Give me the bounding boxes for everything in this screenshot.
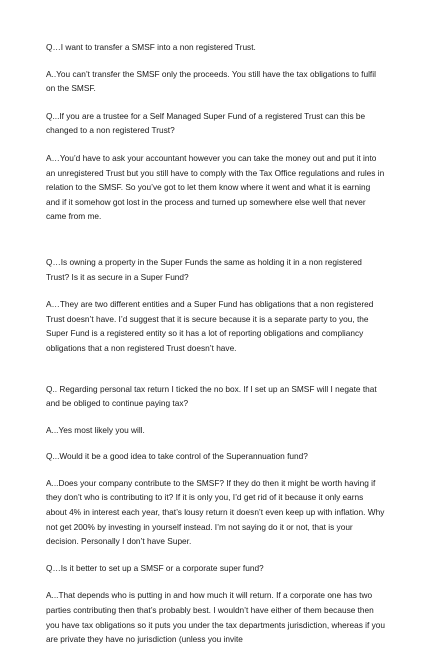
answer-property-security: A…They are two different entities and a Super Fund has obligations that a non registered Trust doesn’t have. I’d suggest that it is secure because it is a separate party to you, the Super Fund is a registered entity so it has a lot of reporting obligations and compliancy obligations that a non registered Trust doesn’t have. (46, 299, 374, 353)
answer-personal-tax: A...Yes most likely you will. (46, 424, 145, 435)
question-take-control: Q...Would it be a good idea to take control of the Superannuation fund? (46, 451, 308, 462)
answer-transfer-smsf: A..You can’t transfer the SMSF only the proceeds. You still have the tax obligations to fulfil on the SMSF. (46, 68, 376, 94)
question-trustee-change: Q...If you are a trustee for a Self Managed Super Fund of a registered Trust can this be changed to a non registered Trust? (46, 110, 366, 136)
document-page (46, 40, 386, 647)
answer-trustee-change: A…You’d have to ask your accountant however you can take the money out and put it into an unregistered Trust but you still have to comply with the Tax Office regulations and rules in relation to the SMSF. So you’ve got to let them know where it went and what it is earning and if it somehow got lost in the process and turned up somewhere else well that never came from me. (46, 152, 385, 222)
question-transfer-smsf: Q…I want to transfer a SMSF into a non registered Trust. (46, 42, 256, 52)
question-smsf-vs-corporate: Q…Is it better to set up a SMSF or a corporate super fund? (46, 562, 264, 573)
question-property-security: Q…Is owning a property in the Super Funds the same as holding it in a non registered Trust? Is it as secure in a Super Fund? (46, 256, 362, 282)
answer-smsf-vs-corporate: A...That depends who is putting in and how much it will return. If a corporate one has two parties contributing then that’s probably best. I wouldn’t have either of them because then you have tax obligations so it puts you under the tax departments jurisdiction, whereas if you are private they have no jurisdiction (unless you invite (46, 590, 385, 645)
question-personal-tax: Q.. Regarding personal tax return I ticked the no box. If I set up an SMSF will I negate that and be obliged to continue paying tax? (46, 383, 377, 409)
answer-take-control: A...Does your company contribute to the SMSF? If they do then it might be worth having if they don’t who is contributing to it? If it is only you, I’d get rid of it because it only earns about 4% in interest each year, that’s lousy return it doesn’t even keep up with inflation. Why not get 200% by investing in yourself instead. I’m not saying do it or not, that is your decision. Personally I don’t have Super. (46, 477, 385, 547)
